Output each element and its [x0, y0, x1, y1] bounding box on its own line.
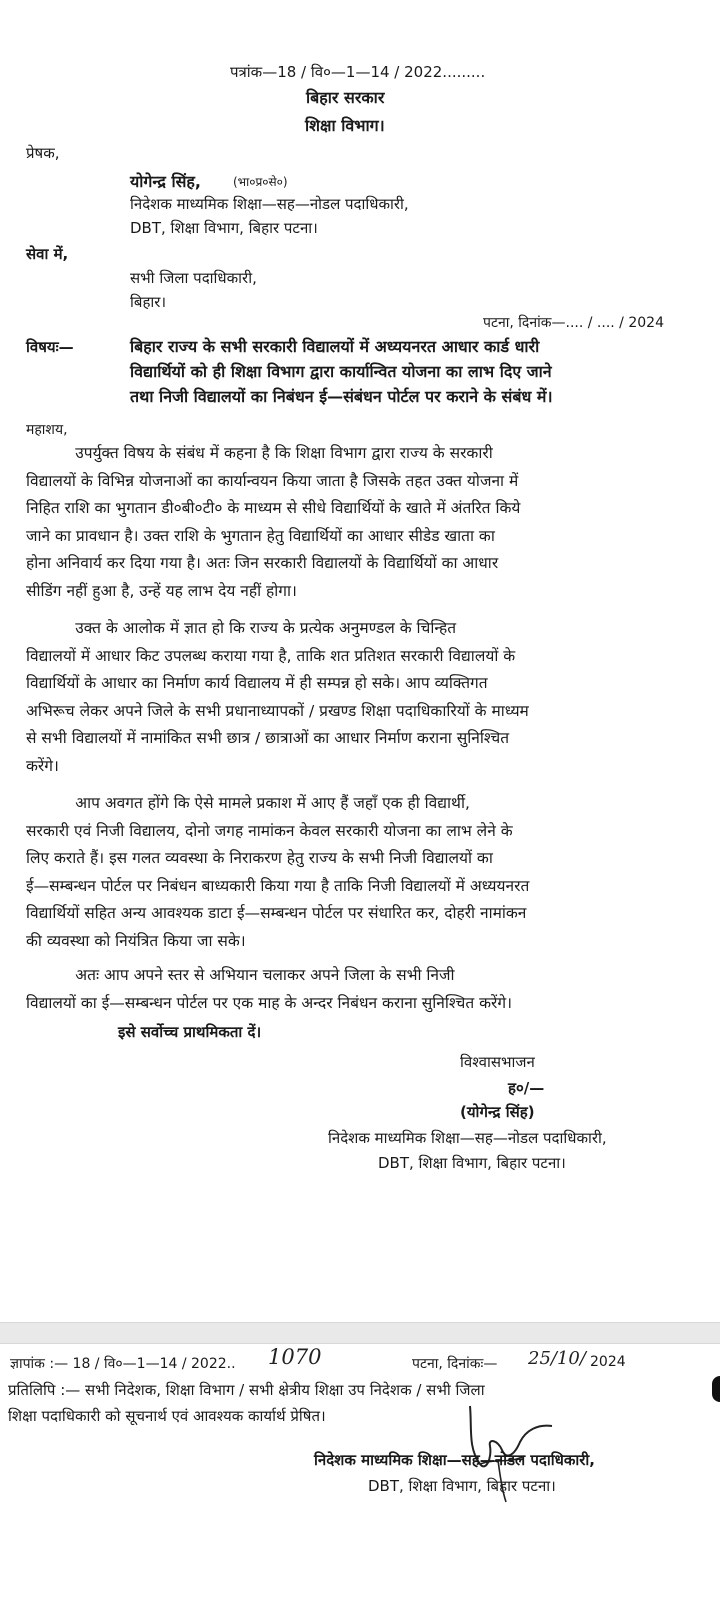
page-separator — [0, 1322, 720, 1344]
to-label: सेवा में, — [26, 245, 69, 263]
paragraph-1 — [26, 440, 674, 605]
sender-service: (भा०प्र०से०) — [233, 175, 288, 189]
subject-line: बिहार राज्य के सभी सरकारी विद्यालयों में अध्ययनरत आधार कार्ड धारी — [130, 337, 540, 356]
subject-text — [130, 334, 678, 409]
paragraph-line: से सभी विद्यालयों में नामांकित सभी छात्र / छात्राओं का आधार निर्माण कराना सुनिश्चित — [26, 729, 510, 747]
paragraph-line: होना अनिवार्य कर दिया गया है। अतः जिन सरकारी विद्यालयों के विद्यार्थियों का आधार — [26, 554, 499, 572]
subject-label: विषयः— — [26, 338, 74, 356]
paragraph-3 — [26, 790, 674, 955]
paragraph-line: विद्यालयों में आधार किट उपलब्ध कराया गया है, ताकि शत प्रतिशत सरकारी विद्यालयों के — [26, 646, 516, 665]
letter-reference: पत्रांक—18 / वि०—1—14 / 2022......... — [230, 63, 486, 81]
sender-title: निदेशक माध्यमिक शिक्षा—सह—नोडल पदाधिकारी, — [130, 195, 409, 213]
sender-name: योगेन्द्र सिंह, — [130, 172, 201, 191]
paragraph-line: उपर्युक्त विषय के संबंध में कहना है कि शिक्षा विभाग द्वारा राज्य के सरकारी — [26, 444, 493, 462]
copy-line: प्रतिलिपि :— सभी निदेशक, शिक्षा विभाग / सभी क्षेत्रीय शिक्षा उप निदेशक / सभी जिला — [8, 1381, 485, 1399]
memo-date-handwritten: 25/10/ — [528, 1348, 586, 1369]
department-name: शिक्षा विभाग। — [305, 116, 385, 135]
paragraph-4 — [26, 962, 674, 1017]
subject-line: विद्यार्थियों को ही शिक्षा विभाग द्वारा कार्यान्वित योजना का लाभ दिए जाने — [130, 362, 552, 381]
paragraph-line: जाने का प्रावधान है। उक्त राशि के भुगतान हेतु विद्यार्थियों का आधार सीडेड खाता का — [26, 526, 495, 545]
paragraph-line: विद्यार्थियों के आधार का निर्माण कार्य विद्यालय में ही सम्पन्न हो सके। आप व्यक्तिगत — [26, 674, 488, 692]
paragraph-line: अभिरूच लेकर अपने जिले के सभी प्रधानाध्यापकों / प्रखण्ड शिक्षा पदाधिकारियों के माध्यम — [26, 701, 529, 720]
place-date: पटना, दिनांक—.... / .... / 2024 — [483, 315, 664, 331]
memo-sig-title: निदेशक माध्यमिक शिक्षा—सह—नोडल पदाधिकारी, — [314, 1451, 595, 1469]
paragraph-line: विद्यालयों के विभिन्न योजनाओं का कार्यान्वयन किया जाता है जिसके तहत उक्त योजना में — [26, 471, 519, 490]
paragraph-line: लिए कराते हैं। इस गलत व्यवस्था के निराकरण हेतु राज्य के सभी निजी विद्यालयों का — [26, 849, 493, 867]
copy-line: शिक्षा पदाधिकारी को सूचनार्थ एवं आवश्यक कार्यार्थ प्रेषित। — [8, 1407, 326, 1425]
memo-year: 2024 — [590, 1354, 626, 1370]
salutation: महाशय, — [26, 422, 68, 438]
paragraph-line: सीडिंग नहीं हुआ है, उन्हें यह लाभ देय नहीं होगा। — [26, 581, 297, 600]
paragraph-line: आप अवगत होंगे कि ऐसे मामले प्रकाश में आए हैं जहाँ एक ही विद्यार्थी, — [26, 794, 470, 812]
recipient-name: सभी जिला पदाधिकारी, — [130, 269, 257, 287]
paragraph-line: विद्यालयों का ई—सम्बन्धन पोर्टल पर एक माह के अन्दर निबंधन कराना सुनिश्चित करेंगे। — [26, 993, 512, 1012]
priority-note: इसे सर्वोच्च प्राथमिकता दें। — [118, 1023, 262, 1041]
memo-number-handwritten: 1070 — [268, 1345, 322, 1369]
sender-office: DBT, शिक्षा विभाग, बिहार पटना। — [130, 219, 318, 237]
paragraph-line: की व्यवस्था को नियंत्रित किया जा सके। — [26, 931, 246, 950]
government-name: बिहार सरकार — [306, 88, 385, 107]
closing: विश्वासभाजन — [460, 1053, 535, 1071]
scan-edge-mark — [712, 1376, 720, 1402]
paragraph-line: करेंगे। — [26, 756, 59, 775]
memo-sig-office: DBT, शिक्षा विभाग, बिहार पटना। — [368, 1477, 556, 1495]
paragraph-line: ई—सम्बन्धन पोर्टल पर निबंधन बाध्यकारी किया गया है ताकि निजी विद्यालयों में अध्ययनरत — [26, 876, 530, 895]
sender-label: प्रेषक, — [26, 144, 60, 162]
paragraph-line: विद्यार्थियों सहित अन्य आवश्यक डाटा ई—सम्बन्धन पोर्टल पर संधारित कर, दोहरी नामांकन — [26, 904, 527, 922]
paragraph-line: उक्त के आलोक में ज्ञात हो कि राज्य के प्रत्येक अनुमण्डल के चिन्हित — [26, 619, 457, 637]
signed-marker: ह०/— — [508, 1079, 545, 1097]
paragraph-line: सरकारी एवं निजी विद्यालय, दोनो जगह नामांकन केवल सरकारी योजना का लाभ लेने के — [26, 821, 513, 840]
signatory-office: DBT, शिक्षा विभाग, बिहार पटना। — [378, 1154, 566, 1172]
signatory-name: (योगेन्द्र सिंह) — [460, 1103, 535, 1121]
signatory-title: निदेशक माध्यमिक शिक्षा—सह—नोडल पदाधिकारी, — [328, 1129, 607, 1147]
recipient-place: बिहार। — [130, 293, 167, 311]
subject-line: तथा निजी विद्यालयों का निबंधन ई—संबंधन पोर्टल पर कराने के संबंध में। — [130, 387, 553, 406]
paragraph-line: अतः आप अपने स्तर से अभियान चलाकर अपने जिला के सभी निजी — [26, 966, 455, 984]
memo-label: ज्ञापांक :— 18 / वि०—1—14 / 2022.. — [10, 1356, 236, 1372]
memo-place: पटना, दिनांकः— — [412, 1356, 498, 1372]
paragraph-2 — [26, 615, 674, 780]
paragraph-line: निहित राशि का भुगतान डी०बी०टी० के माध्यम से सीधे विद्यार्थियों के खाते में अंतरित किये — [26, 499, 521, 517]
